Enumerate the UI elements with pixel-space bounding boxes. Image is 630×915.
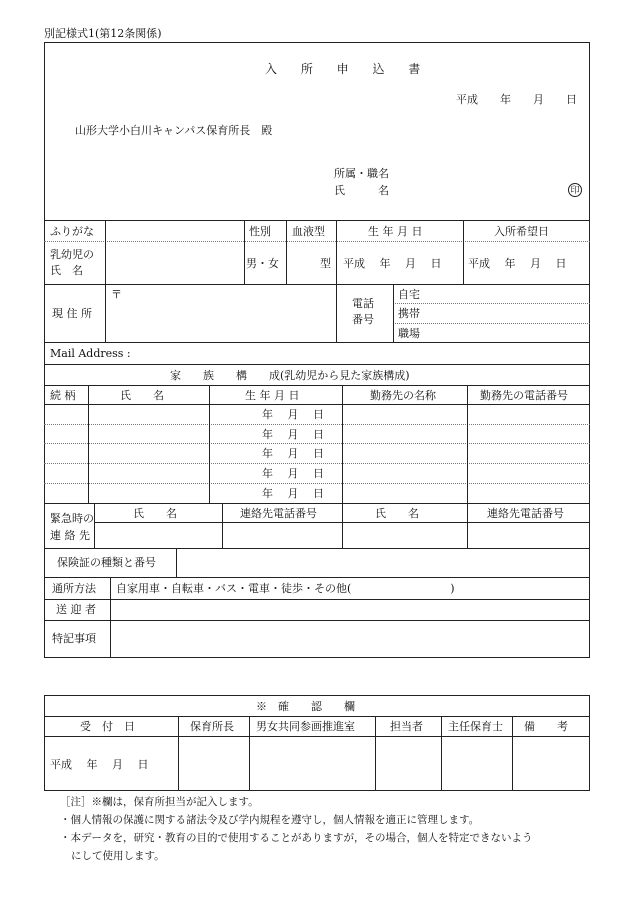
mail-address-label: Mail Address :: [50, 347, 131, 360]
furigana-label: ふりがな: [50, 225, 94, 238]
addressee: 山形大学小白川キャンパス保育所長 殿: [75, 124, 273, 137]
emergency-phone-label-1: 連絡先電話番号: [240, 507, 317, 520]
family-row-birth[interactable]: 年 月 日: [262, 487, 324, 500]
emergency-label-line2: 連 絡 先: [50, 529, 90, 542]
family-row-birth[interactable]: 年 月 日: [262, 428, 324, 441]
note-line: にして使用します。: [71, 850, 165, 862]
family-row-birth[interactable]: 年 月 日: [262, 408, 324, 421]
confirm-col-staff: 担当者: [390, 720, 423, 733]
confirmation-title: ※ 確 認 欄: [256, 700, 355, 713]
postal-mark: 〒: [111, 288, 122, 301]
affiliation-label: 所属・職名: [334, 167, 389, 180]
note-line: ・本データを，研究・教育の目的で使用することがありますが，その場合，個人を特定できないよう: [60, 832, 533, 844]
birth-date-value[interactable]: 平成 年 月 日: [343, 257, 442, 270]
emergency-name-label-2: 氏 名: [375, 507, 419, 520]
special-notes-label: 特記事項: [52, 632, 96, 645]
child-name-label-line2: 氏 名: [50, 264, 83, 277]
confirm-col-head-nurse: 主任保育士: [448, 720, 503, 733]
commute-options[interactable]: 自家用車・自転車・バス・電車・徒歩・その他( ): [116, 582, 455, 595]
confirm-col-received: 受 付 日: [80, 720, 135, 733]
emergency-phone-label-2: 連絡先電話番号: [487, 507, 564, 520]
gender-options[interactable]: 男・女: [246, 257, 279, 270]
family-col-relation: 続 柄: [50, 389, 76, 402]
confirm-col-director: 保育所長: [190, 720, 234, 733]
gender-label: 性別: [249, 225, 271, 238]
family-section-title: 家 族 構 成(乳幼児から見た家族構成): [170, 369, 410, 382]
birth-date-label: 生 年 月 日: [368, 225, 423, 238]
phone-label-line2: 番号: [352, 313, 374, 326]
confirm-col-remarks: 備 考: [524, 720, 568, 733]
note-line: ・個人情報の保護に関する諸法令及び学内規程を遵守し，個人情報を適正に管理します。: [60, 814, 480, 826]
blood-type-label: 血液型: [292, 225, 325, 238]
family-row-birth[interactable]: 年 月 日: [262, 447, 324, 460]
note-line: ［注］※欄は，保育所担当が記入します。: [60, 796, 259, 808]
commute-label: 通所方法: [52, 582, 96, 595]
application-date[interactable]: 平成 年 月 日: [456, 93, 577, 106]
family-col-employer-phone: 勤務先の電話番号: [480, 389, 568, 402]
emergency-label-line1: 緊急時の: [50, 512, 94, 525]
insurance-label: 保険証の種類と番号: [57, 556, 156, 569]
phone-label-line1: 電話: [352, 297, 374, 310]
family-col-employer: 勤務先の名称: [370, 389, 436, 402]
family-row-birth[interactable]: 年 月 日: [262, 467, 324, 480]
confirm-col-equality-office: 男女共同参画推進室: [256, 720, 355, 733]
form-number: 別記様式1(第12条関係): [44, 27, 162, 40]
family-col-birth: 生 年 月 日: [245, 389, 300, 402]
child-name-label-line1: 乳幼児の: [50, 248, 94, 261]
desired-date-value[interactable]: 平成 年 月 日: [468, 257, 567, 270]
phone-mobile-label: 携帯: [398, 307, 420, 320]
desired-date-label: 入所希望日: [494, 225, 549, 238]
form-title: 入 所 申 込 書: [265, 62, 431, 76]
address-label: 現 住 所: [52, 307, 92, 320]
applicant-name-label: 氏 名: [334, 184, 389, 197]
blood-type-suffix: 型: [320, 257, 331, 270]
pickup-label: 送 迎 者: [56, 603, 96, 616]
phone-home-label: 自宅: [398, 288, 420, 301]
family-col-name: 氏 名: [120, 389, 164, 402]
seal-mark-icon: 印: [568, 183, 582, 197]
emergency-name-label-1: 氏 名: [133, 507, 177, 520]
phone-work-label: 職場: [398, 327, 420, 340]
confirm-received-date[interactable]: 平成 年 月 日: [50, 758, 149, 771]
